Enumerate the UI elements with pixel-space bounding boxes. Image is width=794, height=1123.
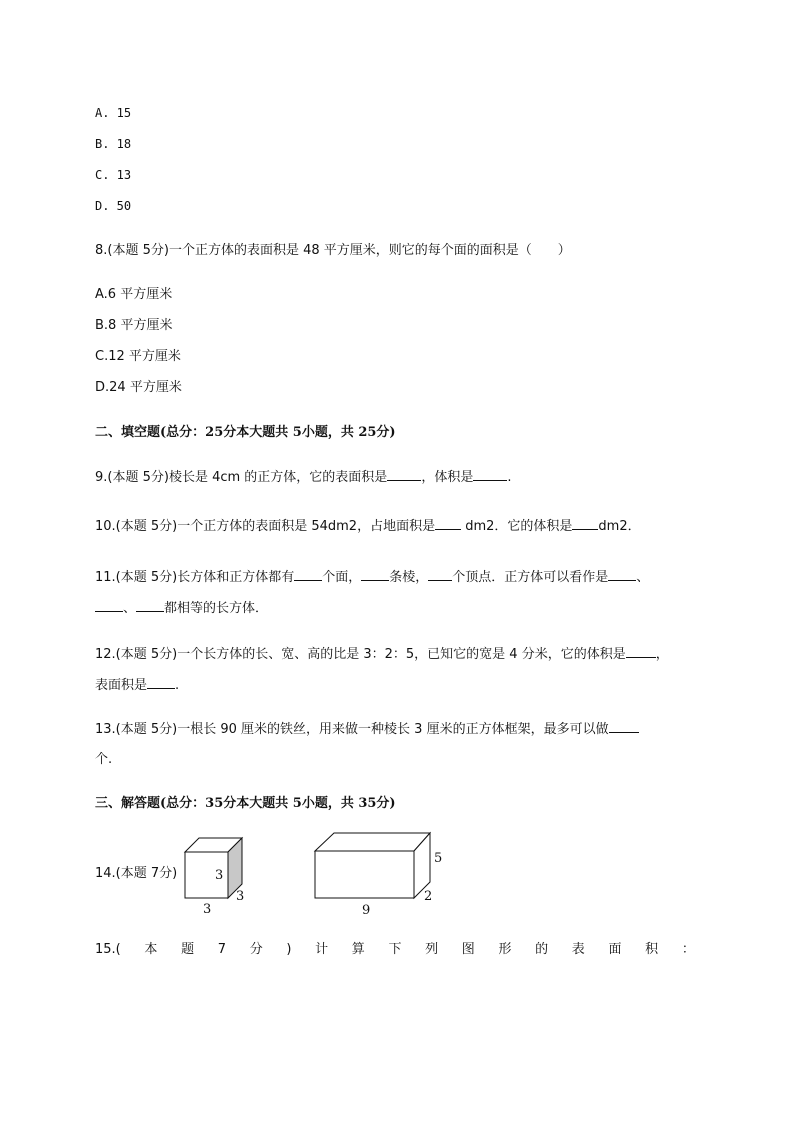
q14-label: 14.(本题 7分) [95,866,178,881]
q7-option-d: D. 50 [95,199,132,213]
cuboid-figure [315,833,442,918]
cube-figure [185,838,244,917]
q12-text-c: 表面积是 [95,678,148,693]
q15-char: 面 [608,942,622,957]
q11-blank-4 [608,568,636,581]
cube-depth-label: 3 [236,889,245,904]
q15-char: 表 [571,942,585,957]
section-3-title: 三、解答题(总分：35分本大题共 5小题，共 35分) [95,796,396,811]
q13-line-1 [95,720,639,739]
q15-char: 7 [217,942,227,957]
q9-text-a: 9.(本题 5分)棱长是 4cm 的正方体，它的表面积是 [95,470,388,485]
q11-text-a: 11.(本题 5分)长方体和正方体都有 [95,570,295,585]
q10-line [95,517,641,536]
q12-blank-1 [626,645,656,658]
cuboid-depth-label: 2 [424,889,433,904]
q12-blank-2 [147,676,175,689]
q9-blank-2 [473,468,507,481]
q15-line [95,941,695,959]
q15-char: 计 [315,942,329,957]
q10-text-b: dm2．它的体积是 [461,519,573,534]
q15-char: 图 [461,942,475,957]
q10-text-a: 10.(本题 5分)一个正方体的表面积是 54dm2，占地面积是 [95,519,436,534]
cuboid-height-label: 5 [434,851,443,866]
q11-text-c: 条棱， [389,570,429,585]
q11-blank-1 [294,568,322,581]
q8-option-c: C.12 平方厘米 [95,349,181,364]
q12-text-d: . [175,678,180,693]
q12-line-1 [95,645,669,664]
q11-line-1 [95,568,649,587]
q15-char: 算 [351,942,365,957]
cube-width-label: 3 [203,902,212,917]
q11-blank-2 [361,568,389,581]
section-2-title: 二、填空题(总分：25分本大题共 5小题，共 25分) [95,425,396,440]
cuboid-width-label: 9 [362,903,371,918]
q14-figures [0,820,794,960]
q15-char: 形 [498,942,512,957]
q13-blank-1 [609,720,639,733]
q8-text: 8.(本题 5分)一个正方体的表面积是 48 平方厘米，则它的每个面的面积是（ ） [95,243,571,258]
q13-text-a: 13.(本题 5分)一根长 90 厘米的铁丝，用来做一种棱长 3 厘米的正方体框架，最多可以做 [95,722,609,737]
q11-text-b: 个面， [322,570,362,585]
q13-line-2: 个. [95,752,113,767]
q15-char: 积 [645,942,659,957]
q11-blank-6 [136,599,164,612]
q15-char: 分 [249,942,263,957]
q15-char: 的 [535,942,549,957]
q10-blank-2 [572,517,598,530]
q7-option-c: C. 13 [95,168,132,182]
cube-height-label: 3 [215,868,224,883]
q7-option-b: B. 18 [95,137,132,151]
q15-char: ) [286,942,292,957]
q10-text-c: dm2． [598,519,641,534]
q15-char: 15.( [95,942,121,957]
q15-char: 题 [181,942,195,957]
cuboid-front-face [315,851,414,898]
q8-option-b: B.8 平方厘米 [95,318,173,333]
q15-char: ： [681,942,695,957]
q8-option-d: D.24 平方厘米 [95,380,182,395]
q15-char: 本 [144,942,158,957]
q11-text-f: 、 [123,601,137,616]
q10-blank-1 [435,517,461,530]
q7-option-a: A. 15 [95,106,132,120]
q11-line-2 [95,599,268,618]
cuboid-top-face [315,833,430,851]
q15-char: 列 [425,942,439,957]
q15-char: 下 [388,942,402,957]
q11-blank-5 [95,599,123,612]
q12-line-2 [95,676,179,695]
q9-text-b: ，体积是 [421,470,474,485]
q9-line [95,468,511,487]
q11-text-g: 都相等的长方体． [164,601,269,616]
q11-blank-3 [428,568,452,581]
q8-option-a: A.6 平方厘米 [95,287,173,302]
q9-blank-1 [387,468,421,481]
q12-text-b: ， [655,647,669,662]
q11-text-d: 个顶点．正方体可以看作是 [452,570,609,585]
q11-text-e: 、 [636,570,650,585]
q12-text-a: 12.(本题 5分)一个长方体的长、宽、高的比是 3：2：5，已知它的宽是 4 分米，它的体积是 [95,647,626,662]
q9-text-c: . [507,470,512,485]
